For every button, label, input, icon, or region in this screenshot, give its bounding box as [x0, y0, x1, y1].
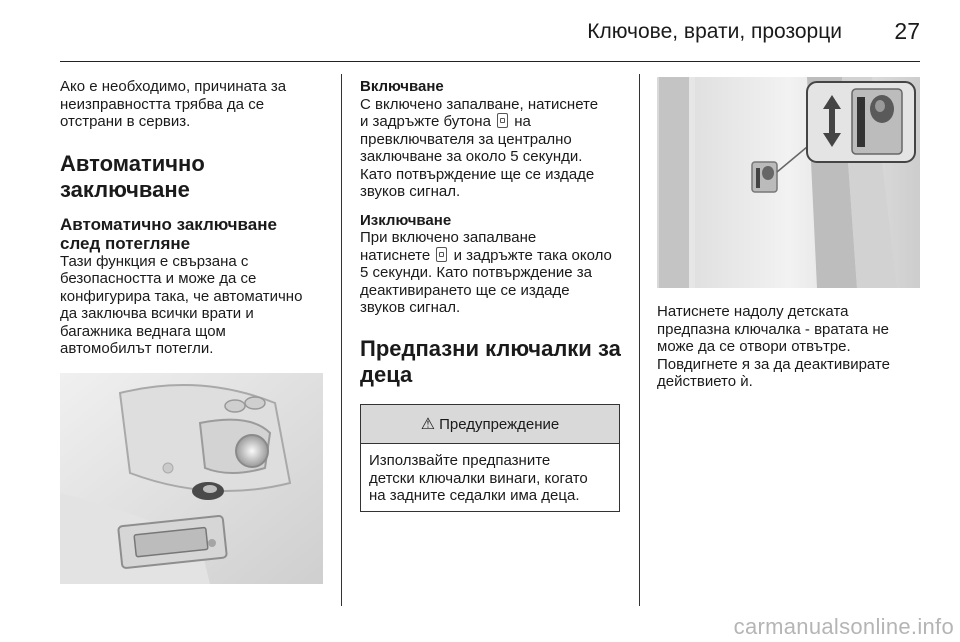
lock-button-icon — [497, 113, 508, 128]
child-lock-caption: Натиснете надолу детската предпазна ключалка - вратата не може да се отвори отвътре. Повдигнете я за да деактивирате действието ѝ. — [657, 303, 890, 390]
console-switch-photo — [60, 373, 323, 584]
section-heading-auto-lock: Автоматично заключване — [60, 150, 205, 202]
column-left — [60, 78, 330, 358]
heading-activate: Включване — [360, 78, 444, 95]
child-lock-photo — [657, 77, 920, 288]
column-divider-1 — [341, 74, 342, 606]
warning-box — [360, 404, 620, 512]
heading-deactivate: Изключване — [360, 211, 452, 229]
deactivate-instructions: При включено запалване натиснете и задръжте така около 5 секунди. Като потвърждение за деактивирането ще се издаде звуков сигнал. — [360, 229, 612, 316]
column-right — [657, 303, 927, 391]
section-heading-child-locks: Предпазни ключалки за деца — [360, 335, 621, 387]
header-rule — [60, 61, 920, 62]
intro-text: Ако е необходимо, причината за неизправността трябва да се отстрани в сервиз. — [60, 78, 287, 130]
activate-instructions: С включено запалване, натиснете и задръжте бутона на превключвателя за централно заключване за около 5 секунди. Като потвърждение ще се издаде звуков сигнал. — [360, 95, 599, 200]
watermark: carmanualsonline.info — [733, 614, 954, 639]
column-divider-2 — [639, 74, 640, 606]
column-middle — [360, 78, 630, 388]
warning-triangle-icon: ⚠ — [420, 416, 436, 433]
subheading-auto-lock-driving: Автоматично заключване след потегляне — [60, 214, 277, 253]
warning-title: Предупреждение — [439, 415, 560, 433]
auto-lock-description: Тази функция е свързана с безопасността и може да се конфигурира така, че автоматично да заключва всички врати и багажника веднага щом автомобилът потегли. — [60, 252, 303, 357]
warning-header — [361, 405, 619, 444]
lock-button-icon — [436, 247, 447, 262]
chapter-title: Ключове, врати, прозорци — [587, 20, 842, 43]
page-number: 27 — [894, 18, 920, 44]
warning-text: Използвайте предпазните детски ключалки винаги, когато на задните седалки има деца. — [369, 452, 588, 504]
